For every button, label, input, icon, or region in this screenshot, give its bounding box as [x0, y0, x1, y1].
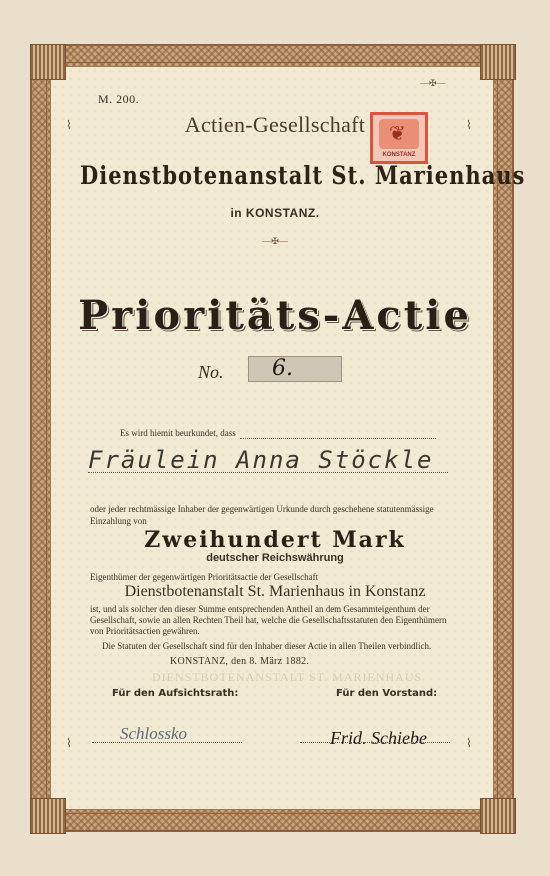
amount-text: Zweihundert Mark [144, 527, 406, 553]
corner-ornament-top-left [30, 44, 66, 80]
clause-text-1: oder jeder rechtmässige Inhaber der gegenwärtigen Urkunde durch geschehene statutenmässige [90, 504, 434, 514]
place-date: KONSTANZ, den 8. März 1882. [170, 656, 310, 667]
company-type-title: Actien-Gesellschaft [184, 112, 366, 137]
signature-supervisory-board: Schlossko [120, 724, 188, 743]
eagle-icon: ❦ [389, 123, 406, 145]
bracket-ornament-right: ⌇ [466, 118, 472, 132]
currency-text: deutscher Reichswährung [206, 552, 344, 564]
company-name: Dienstbotenanstalt St. Marienhaus in Konstanz [124, 583, 426, 600]
executive-board-label: Für den Vorstand: [336, 688, 438, 699]
corner-ornament-top-right [480, 44, 516, 80]
clause-text-4: Die Statuten der Gesellschaft sind für den Inhaber dieser Actie in allen Theilen verbindlich. [102, 641, 432, 651]
divider-ornament: —✠— [262, 236, 288, 246]
number-value: 6. [272, 356, 293, 381]
signature-line-right [300, 742, 450, 743]
bracket-ornament-left: ⌇ [66, 118, 72, 132]
clause-text-3b: Gesellschaft, sowie an allen Rechten Theil hat, welche die Gesellschaftsstatuten den Eigenthümern [90, 615, 447, 625]
signature-executive-board: Frid. Schiebe [330, 728, 427, 748]
corner-ornament-bottom-right [480, 798, 516, 834]
corner-ornament-bottom-left [30, 798, 66, 834]
company-location: in KONSTANZ. [230, 206, 320, 220]
bracket-ornament-bottom-right: ⌇ [466, 736, 472, 750]
number-box [248, 356, 342, 382]
supervisory-board-label: Für den Aufsichtsrath: [112, 688, 239, 699]
clause-text-2: Eigenthümer der gegenwärtigen Prioritätsactie der Gesellschaft [90, 572, 319, 582]
clause-text-1b: Einzahlung von [90, 516, 147, 526]
holder-name-handwritten: Fräulein Anna Stöckle [88, 446, 434, 474]
ghost-watermark-text: DIENSTBOTENANSTALT ST. MARIENHAUS [152, 670, 423, 684]
holder-dotted-line [88, 472, 448, 473]
stamp-text: KONSTANZ [382, 152, 416, 158]
intro-dotted-line [240, 438, 436, 439]
certificate-denomination: M. 200. [98, 92, 140, 106]
clause-text-3c: von Prioritätsactien gewähren. [90, 626, 200, 636]
clause-text-3a: ist, und als solcher den dieser Summe entsprechenden Antheil an dem Gesammteigenthum der [90, 604, 430, 614]
company-name-title: Dienstbotenanstalt St. Marienhaus [80, 160, 526, 190]
signature-line-left [92, 742, 242, 743]
ornament-top-right: —✠— [420, 78, 446, 88]
number-label: No. [198, 362, 224, 382]
bracket-ornament-bottom-left: ⌇ [66, 736, 72, 750]
intro-text: Es wird hiemit beurkundet, dass [120, 428, 236, 438]
certificate-headline: Prioritäts-Actie [78, 292, 472, 339]
